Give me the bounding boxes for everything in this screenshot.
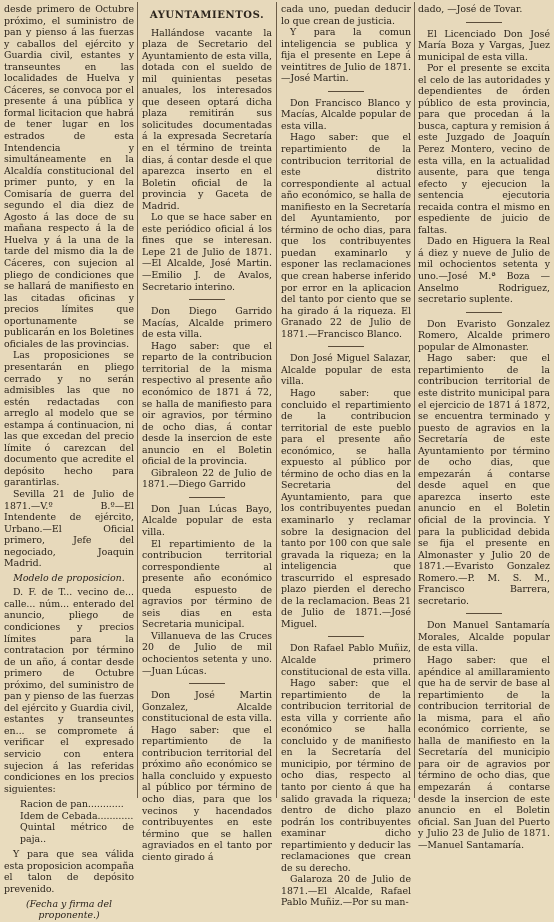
notice-paragraph: cada uno, puedan deducir lo que crean de justicia.: [281, 4, 411, 27]
model-heading: Modelo de proposicion.: [13, 572, 125, 584]
separator-rule: [328, 636, 364, 637]
column-2: [142, 4, 272, 863]
notice-paragraph: Hago saber: que el repartimiento de la contribucion territorial de este distrito municipal para el ejercicio de 1871 á 1872, se encuentra terminado y puesto de agravios en la Secretaría de este Ayuntamiento por término de ocho dias, que empezarán á contarse desde aquel en que aparezca inserto este anuncio en el Boletin oficial de la provincia. Y para la publicidad debida se fija el presente en Almonaster y Julio 20 de 1871.—Evaristo Gonzalez Romero.—P. M. S. M., Francisco Barrera, secretario.: [418, 353, 550, 607]
column-3: [281, 4, 411, 909]
notice-paragraph: Hago saber: que el apéndice al amillaramiento que ha de servir de base al repartimiento de la contribucion territorial de la misma, para el año económico corriente, se halla de manifiesto en la Secretaría del municipio para oir de agravios por término de ocho dias, que empezarán á contarse desde la insercion de este anuncio en el Boletin oficial. San Juan del Puerto y Julio 23 de Julio de 1871.—Manuel Santamaría.: [418, 654, 550, 851]
separator-rule: [466, 312, 502, 313]
model-text: D. F. de T... vecino de... calle... núm... enterado del anuncio, pliego de condiciones y precios límites para la contratacion por término de un año, á contar desde primero de Octubre próximo, del suministro de pan y pienso de las fuerzas del ejército y Guardia civil, estantes y transeuntes en... se compromete á verificar el expresado servicio con entera sujecion á las referidas condiciones en los precios siguientes:: [4, 587, 134, 795]
proposals-paragraph: Las proposiciones se presentarán en pliego cerrado y no serán admisibles las que no estén redactadas con arreglo al modelo que se estampa á continuacion, ni las que excedan del precio límite ó carezcan del documento que acredite el depósito hecho para garantirlas.: [4, 350, 134, 489]
price-line-bread: Racion de pan............: [20, 799, 124, 811]
column-divider: [414, 2, 415, 798]
notice-title: Don Diego Garrido Macías, Alcalde primero de esta villa.: [142, 306, 272, 341]
signature-note: (Fecha y firma del proponente.): [25, 898, 113, 922]
separator-rule: [466, 22, 502, 23]
notice-paragraph: Villanueva de las Cruces 20 de Julio de mil ochocientos setenta y uno.—Juan Lúcas.: [142, 630, 272, 677]
column-1: [4, 4, 134, 922]
notice-paragraph: Hago saber: que concluido el repartimiento de la contribucion territorial de este pueblo para el presente año económico, se halla expuesto al público por término de ocho dias en la Secretaria del Ayuntamiento, para que los contribuyentes puedan examinarlo y reclamar sobre la designacion del tanto por 100 con que sale gravada la riqueza; en la inteligencia que trascurrido el espresado plazo pierden el derecho de la reclamacion. Beas 21 de Julio de 1871.—José Miguel.: [281, 387, 411, 630]
notice-paragraph: Lo que se hace saber en este periódico oficial á los fines que se interesan. Lepe 21 de Julio de 1871.—El Alcalde, José Martin.—Emilio J. de Avalos, Secretario interino.: [142, 212, 272, 293]
notice-paragraph: El repartimiento de la contribucion territorial correspondiente al presente año económico queda espuesto de agravios por término de seis dias en esta Secretaria municipal.: [142, 538, 272, 631]
notice-paragraph: Por el presente se excita el celo de las autoridades y dependientes de órden público de esta provincia, para que procedan á la busca, captura y remision á este Juzgado de Joaquín Perez Montero, vecino de esta villa, en la actualidad ausente, para que tenga efecto y ejecucion la sentencia ejecutoria recaida contra el mismo en espediente de juicio de faltas.: [418, 63, 550, 236]
notice-title: El Licenciado Don José María Boza y Vargas, Juez municipal de esta villa.: [418, 28, 550, 63]
notice-paragraph: Hago saber: que el reparto de la contribucion territorial de la misma respectivo al presente año económico de 1871 á 72, se halla de manifiesto para oir agravios, por término de ocho dias, á contar desde la insercion de este anuncio en el Boletin oficial de la provincia.: [142, 340, 272, 468]
notice-paragraph: Gibraleon 22 de Julio de 1871.—Diego Garrido: [142, 467, 272, 491]
notice-title: Don José Martin Gonzalez, Alcalde constitucional de esta villa.: [142, 690, 272, 725]
notice-paragraph: Hallándose vacante la plaza de Secretario del Ayuntamiento de esta villa, dotada con el sueldo de mil quinientas pesetas anuales, los interesados que deseen optará dicha plaza remitirán sus solicitudes documentadas á la expresada Secretaría en el término de treinta dias, á contar desde el que aparezca inserto en el Boletin oficial de la provincia y Gaceta de Madrid.: [142, 27, 272, 212]
notice-title: Don Francisco Blanco y Macías, Alcalde popular de esta villa.: [281, 97, 411, 132]
notice-title: Don Rafael Pablo Muñiz, Alcalde primero constitucional de esta villa.: [281, 643, 411, 678]
notice-title: Don José Miguel Salazar, Alcalde popular de esta villa.: [281, 353, 411, 388]
separator-rule: [466, 613, 502, 614]
separator-rule: [328, 91, 364, 92]
column-divider: [276, 2, 277, 798]
notice-title: Don Juan Lúcas Bayo, Alcalde popular de esta villa.: [142, 503, 272, 538]
notice-paragraph: Y para la comun inteligencia se publica y fija el presente en Lepe á veintitres de Julio de 1871.—José Martin.: [281, 27, 411, 85]
notice-title: Don Evaristo Gonzalez Romero, Alcalde primero popular de Almonaster.: [418, 318, 550, 353]
deposit-paragraph: Y para que sea válida esta proposicion acompaña el talon de depósito prevenido.: [4, 849, 134, 896]
separator-rule: [189, 299, 225, 300]
price-line-barley: Idem de Cebada............: [20, 810, 134, 822]
intendencia-announcement: desde primero de Octubre próximo, el suministro de pan y pienso á las fuerzas y caballos del ejército y Guardia civil, estantes y transeuntes en las localidades de Huelva y Cáceres, se convoca por el presente á una pública y formal licitacion que habrá de tener lugar en los estrados de esta Intendencia y simultáneamente en la Alcaldía constitucional del primer punto, y en la Comisaría de guerra del segundo el dia diez de Agosto á las doce de su mañana respecto á la de Huelva y á la una de la tarde del mismo dia la de Cáceres, con sujecion al pliego de condiciones que se hallará de manifiesto en las citadas oficinas y precios límites que oportunamente se publicarán en los Boletines oficiales de las provincias.: [4, 4, 134, 350]
notice-paragraph: Hago saber: que el repartimiento de la contribucion territorial de este distrito correspondiente al actual año económico, se halla de manifiesto en la Secretaría del Ayuntamiento, por término de ocho dias, para que los contribuyentes puedan examinarlo y esponer las reclamaciones que crean haberse inferido por error en la aplicacion del tanto por ciento que se ha girado á la riqueza. El Granado 22 de Julio de 1871.—Francisco Blanco.: [281, 132, 411, 340]
signature-paragraph: Sevilla 21 de Julio de 1871.—V.º B.º—El Intendente de ejército, Urbano.—El Oficial primero, Jefe del negociado, Joaquin Madrid.: [4, 488, 134, 570]
separator-rule: [189, 497, 225, 498]
price-line-straw: Quintal métrico de paja..: [20, 822, 134, 845]
separator-rule: [328, 346, 364, 347]
column-divider: [137, 2, 138, 798]
separator-rule: [189, 683, 225, 684]
notice-paragraph: Dado en Higuera la Real á diez y nueve de Julio de mil ochocientos setenta y uno.—José M.ª Boza —Anselmo Rodriguez, secretario suplente.: [418, 236, 550, 306]
notice-paragraph: Galaroza 20 de Julio de 1871.—El Alcalde, Rafael Pablo Muñiz.—Por su man-: [281, 874, 411, 909]
section-heading-ayuntamientos: AYUNTAMIENTOS.: [149, 10, 265, 21]
notice-paragraph: Hago saber: que el repartimiento de la contribucion territorial del próximo año económico se halla concluido y expuesto al público por término de ocho dias, para que los vecinos y hacendados contribuyentes en este término que se hallen agraviados en el tanto por ciento girado á: [142, 724, 272, 863]
column-4: [418, 4, 550, 851]
notice-paragraph: Hago saber: que el repartimiento de la contribucion territorial de esta villa y corriente año económico se halla concluido y de manifiesto en la Secretaría del municipio, por término de ocho dias, respecto al tanto por ciento á que ha salido gravada la riqueza; dentro de dicho plazo podrán los contribuyentes examinar dicho repartimiento y deducir las reclamaciones que crean de su derecho.: [281, 678, 411, 874]
notice-paragraph: dado, —José de Tovar.: [418, 4, 523, 15]
notice-title: Don Manuel Santamaría Morales, Alcalde popular de esta villa.: [418, 620, 550, 655]
